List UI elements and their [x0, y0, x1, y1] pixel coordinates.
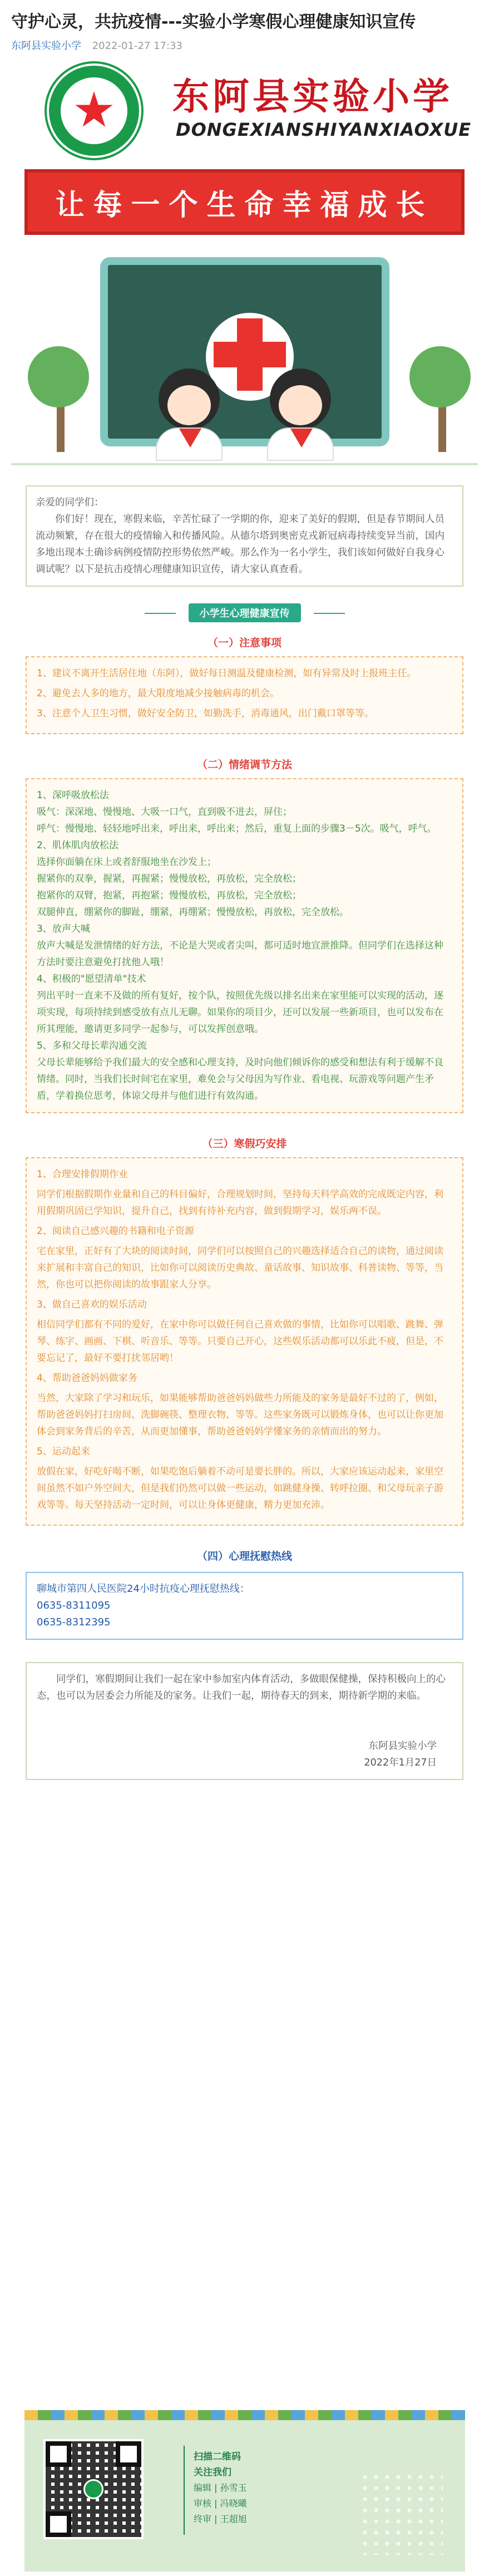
author-link[interactable]: 东阿县实验小学 — [11, 40, 81, 52]
section-title-label: 小学生心理健康宣传 — [189, 603, 301, 622]
footer-follow: 关注我们 — [194, 2467, 231, 2478]
closing-box — [26, 1662, 463, 1780]
emotion-line: 抱紧你的双臂，抱紧，再抱紧；慢慢放松，再放松，完全放松； — [37, 890, 302, 901]
emotion-heading: （二）情绪调节方法 — [196, 759, 292, 771]
letter-greeting: 亲爱的同学们： — [36, 497, 104, 508]
emotion-line: 3、放声大喊 — [37, 923, 90, 935]
article-meta — [0, 35, 489, 60]
closing-body: 同学们，寒假期间让我们一起在家中参加室内体育活动，多做眼保健操，保持积极向上的心态，也可以为居委会力所能及的家务。让我们一起，期待春天的到来，期待新学期的来临。 — [37, 1674, 446, 1702]
footer-info — [194, 2449, 247, 2527]
holiday-line: 5、运动起来 — [37, 1446, 90, 1457]
footer-review2: 终审 | 王超旭 — [194, 2514, 247, 2524]
footer-editor: 编辑 | 孙雪玉 — [194, 2482, 247, 2493]
emotion-line: 放声大喊是发泄情绪的好方法，不论是大哭或者尖叫，都可适时地宣泄推降。但同学们在选择这种方法时要注意避免打扰他人哦！ — [37, 940, 443, 968]
footer-card — [24, 2410, 465, 2572]
tree-right — [409, 346, 471, 407]
emotion-line: 呼气：慢慢地、轻轻地呼出来，呼出来，呼出来；然后，重复上面的步骤3－5次。吸气，呼气。 — [37, 823, 437, 834]
notes-item: 2、避免去人多的地方，最大限度地减少接触病毒的机会。 — [37, 688, 279, 699]
emotion-line: 2、肌体肌肉放松法 — [37, 840, 118, 851]
student-girl — [267, 368, 334, 463]
slogan-text: 让每一个生命幸福成长 — [55, 188, 434, 222]
decorative-dots — [359, 2471, 443, 2555]
hotline-phone[interactable]: 0635-8311095 — [37, 1600, 111, 1611]
holiday-heading: （三）寒假巧安排 — [202, 1138, 287, 1150]
footer-scan: 扫描二维码 — [194, 2451, 241, 2462]
qr-code[interactable] — [43, 2439, 144, 2539]
emotion-box — [26, 778, 463, 1113]
emotion-line: 列出平时一直来不及做的所有复好，按个队，按照优先级以排名出来在家里能可以实现的活动，逐项实现，每项持续到感受放有点儿无聊。如果你的项目少，还可以发展一些新项目，也可以发布在所其理能，邀请更多同学一起参与，可以发挥创意哦。 — [37, 990, 443, 1035]
letter-body: 你们好！现在，寒假来临，辛苦忙碌了一学期的你，迎来了美好的假期，但是春节期间人员流动频繁，存在很大的疫情输入和传播风险。从德尔塔到奥密克戎新冠病毒持续变异当前，国内多地出现本土确诊病例疫情防控形势依然严峻。那么作为一名小学生，我们该如何做好自我身心调试呢？以下是抗击疫情心理健康知识宣传，请大家认真查看。 — [36, 514, 444, 575]
holiday-box — [26, 1157, 463, 1526]
star-icon — [75, 91, 113, 130]
publish-date: 2022-01-27 17:33 — [92, 40, 182, 52]
emotion-line: 双腿伸直，绷紧你的脚趾，绷紧，再绷紧；慢慢放松，再放松，完全放松。 — [37, 907, 349, 918]
emotion-line: 吸气：深深地、慢慢地、大吸一口气，直到吸不进去，屏住； — [37, 807, 292, 818]
emotion-line: 选择你面躺在床上或者舒服地坐在沙发上； — [37, 857, 216, 868]
slogan-bar — [24, 169, 465, 235]
notes-box — [26, 656, 463, 734]
signature — [37, 1738, 452, 1771]
emotion-line: 4、积极的"愿望清单"技术 — [37, 974, 146, 985]
footer-stripe — [24, 2410, 465, 2420]
emotion-line: 1、深呼吸放松法 — [37, 790, 109, 801]
emotion-line: 父母长辈能够给予我们最大的安全感和心理支持，及时向他们倾诉你的感受和想法有利于缓解不良情绪。同时，当我们长时间宅在家里，难免会与父母因为写作业、看电视、玩游戏等问题产生矛盾，学着换位思考，体谅父母并与他们进行有效沟通。 — [37, 1057, 443, 1102]
holiday-line: 放假在家，好吃好喝不断，如果吃饱后躺着不动可是要长胖的。所以，大家应该运动起来，家里空间虽然不如户外空间大，但是我们仍然可以做一些运动，如跳健身操、转呼拉圈、和父母玩亲子游戏等等。每天坚持活动一定时间，可以让身体更健康，精力更加充沛。 — [37, 1466, 443, 1511]
school-name-en: DONGEXIANSHIYANXIAOXUE — [176, 119, 472, 140]
notes-item: 1、建议不离开生活居住地（东阿），做好每日测温及健康检测，如有异常及时上报班主任。 — [37, 668, 417, 679]
holiday-line: 同学们根据假期作业量和自己的科目偏好，合理规划时间，坚持每天科学高效的完成既定内容，利用假期巩固已学知识，提升自己，找到有待补充内容，做到假期学习，娱乐两不误。 — [37, 1189, 443, 1217]
hotline-heading: （四）心理抚慰热线 — [196, 1550, 292, 1562]
emotion-line: 5、多和父母长辈沟通交流 — [37, 1040, 147, 1051]
student-boy — [156, 368, 223, 463]
holiday-line: 1、合理安排假期作业 — [37, 1169, 128, 1180]
letter-box — [26, 485, 463, 587]
footer-review1: 审核 | 冯晓曦 — [194, 2498, 247, 2509]
notes-heading: （一）注意事项 — [207, 637, 281, 649]
section-title — [145, 603, 345, 622]
holiday-line: 3、做自己喜欢的娱乐活动 — [37, 1299, 147, 1310]
emotion-line: 握紧你的双拳，握紧，再握紧；慢慢放松，再放松，完全放松； — [37, 873, 302, 884]
holiday-line: 当然，大家除了学习和玩乐，如果能够帮助爸爸妈妈做些力所能及的家务是最好不过的了，例如，帮助爸爸妈妈打扫房间、洗脚碗筷、整理衣物、等等。这些家务既可以锻炼身体，也可以让你更加体会到家务背后的辛苦，从而更加懂事，帮助爸爸妈妈学懂家务的亲情而出的努力。 — [37, 1393, 443, 1437]
hotline-box — [26, 1572, 463, 1640]
hotline-name: 聊城市第四人民医院24小时抗疫心理抚慰热线： — [37, 1583, 250, 1595]
school-name-cn: 东阿县实验小学 — [172, 75, 453, 118]
signature-school: 东阿县实验小学 — [368, 1741, 437, 1752]
illustration — [11, 235, 478, 480]
article-title: 守护心灵，共抗疫情---实验小学寒假心理健康知识宣传 — [11, 12, 416, 32]
holiday-line: 宅在家里，正好有了大块的阅读时间，同学们可以按照自己的兴趣选择适合自己的读物，通过阅读来扩展和丰富自己的知识，比如你可以阅读历史典故、童话故事、知识故事、科普读物、等等，当然，你也可以把你阅读的故事跟家人分享。 — [37, 1246, 443, 1290]
school-banner — [11, 63, 478, 169]
holiday-line: 相信同学们都有不同的爱好，在家中你可以做任何自己喜欢做的事情，比如你可以唱歌、跳舞、弹琴、练字、画画、下棋、听音乐、等等。只要自己开心，这些娱乐活动都可以乐此不疲，但是，不要忘记了，最好不要打扰邻居哟！ — [37, 1319, 443, 1364]
qr-logo-icon — [83, 2479, 103, 2499]
tree-left — [28, 346, 89, 407]
notes-item: 3、注意个人卫生习惯，做好安全防卫，如勤洗手，消毒通风，出门戴口罩等等。 — [37, 708, 374, 719]
school-logo — [47, 63, 141, 158]
signature-date: 2022年1月27日 — [364, 1757, 437, 1768]
holiday-line: 2、阅读自己感兴趣的书籍和电子资源 — [37, 1226, 194, 1237]
hotline-phone[interactable]: 0635-8312395 — [37, 1616, 111, 1628]
holiday-line: 4、帮助爸爸妈妈做家务 — [37, 1373, 137, 1384]
